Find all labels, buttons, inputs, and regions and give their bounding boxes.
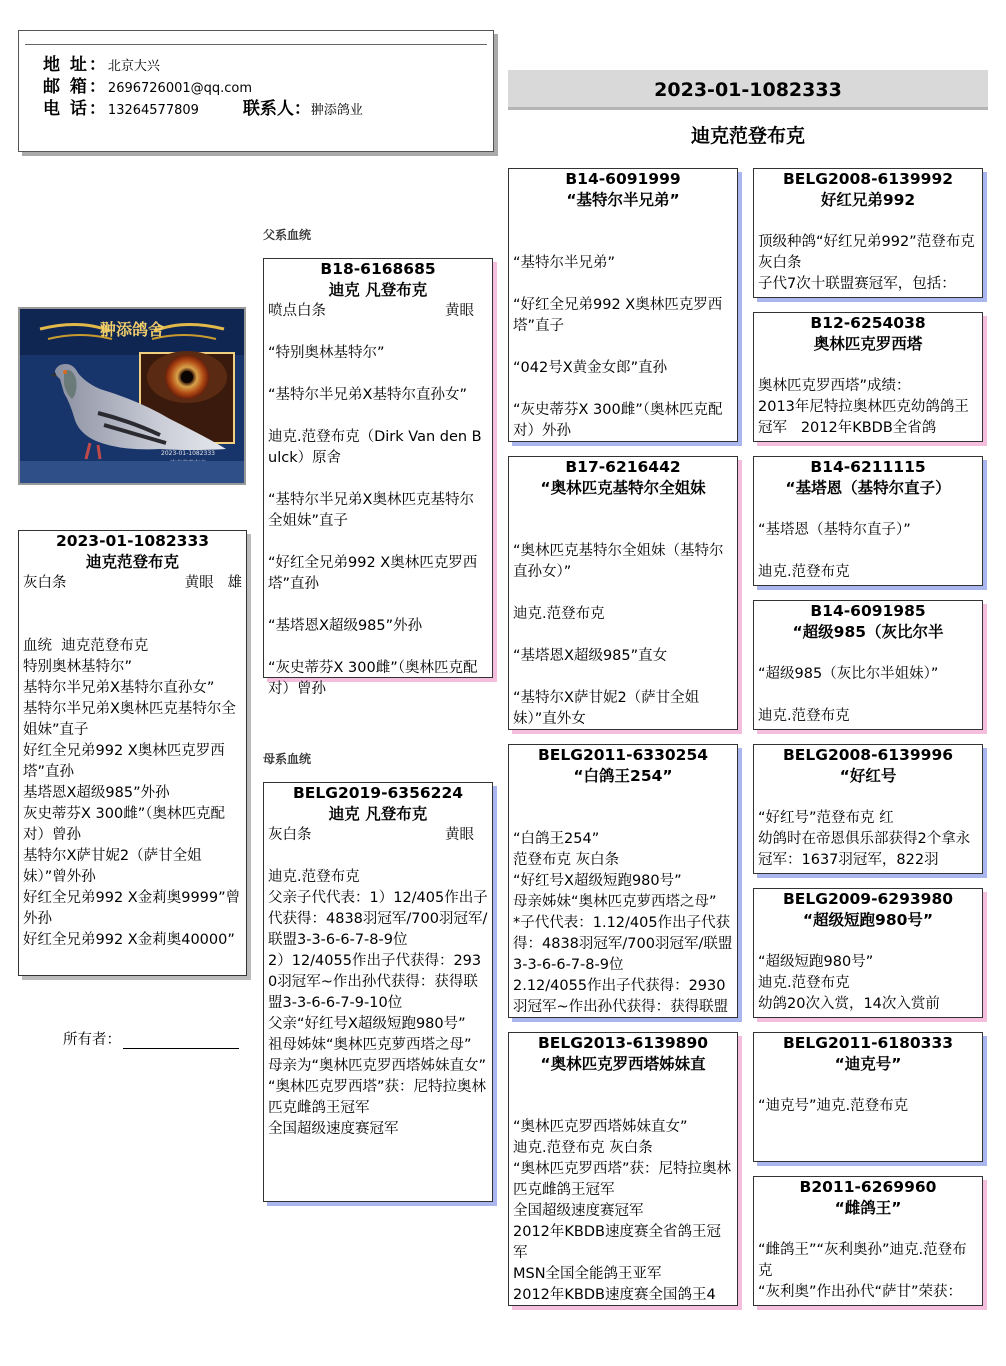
sire-dam-notes: “奥林匹克基特尔全姐妹（基特尔直孙女）” 迪克.范登布克 “基塔恩X超级985”直女 “基特尔X萨甘妮2（萨甘全姐妹）”直外女 [513,543,724,727]
sire-color: 喷点白条 [268,303,326,319]
subject-sex: 雄 [227,575,242,591]
sire-eye: 黄眼 [445,303,474,319]
address-label: 地 址： [43,55,108,75]
sire-dam-name: “奥林匹克基特尔全姐妹 [540,479,706,497]
sire-notes: “特别奥林基特尔” “基特尔半兄弟X基特尔直孙女” 迪克.范登布克（Dirk Van den Bulck）原舍 “基特尔半兄弟X奥林匹克基特尔全姐妹”直子 “好红全兄弟992 X奥林匹克罗西塔”直孙 “基塔恩X超级985”外孙 “灰史蒂芬X 300雌”（奥林匹克配对）曾孙 [268,345,482,697]
sss-notes: 顶级种鸽“好红兄弟992”范登布克 灰白条 子代7次十联盟赛冠军，包括： [758,234,975,292]
subject-eye: 黄眼 [184,575,214,591]
sire-dam-sire-box [753,456,983,586]
dds-notes: “迪克号”迪克.范登布克 [758,1098,909,1114]
sds-notes: “基塔恩（基特尔直子）” 迪克.范登布克 [758,522,911,580]
dam-dam-name: “奥林匹克罗西塔姊妹直 [540,1055,706,1073]
sire-dam-ring: B17-6216442 [565,458,681,476]
dam-dam-ring: BELG2013-6139890 [537,1034,709,1052]
sire-attributes [264,301,492,322]
contact-person-label: 联系人： [242,99,311,119]
dam-sire-dam-box [753,888,983,1018]
dam-dam-sire-box [753,1032,983,1162]
sss-name: 好红兄弟992 [820,191,916,209]
sdd-notes: “超级985（灰比尔半姐妹）” 迪克.范登布克 [758,666,939,724]
dds-name: “迪克号” [834,1055,902,1073]
dsd-notes: “超级短跑980号” 迪克.范登布克 幼鸽20次入赏，14次入赏前 [758,954,940,1012]
owner-signature-line [123,1033,239,1049]
dam-box [263,782,493,1202]
sire-sire-name: “基特尔半兄弟” [566,191,680,209]
dam-dam-notes: “奥林匹克罗西塔姊妹直女” 迪克.范登布克 灰白条 “奥林匹克罗西塔”获：尼特拉奥林匹克雌鸽王冠军 全国超级速度赛冠军 2012年KBDB速度赛全省鸽王冠军 MSN全国全能鸽王亚军 2012年KBDB速度赛全国鸽王4 [513,1119,732,1303]
sire-name: 迪克 凡登布克 [328,281,428,299]
ssd-ring: B12-6254038 [810,314,926,332]
phone-row [43,99,363,121]
dam-sire-ring: BELG2011-6330254 [537,746,709,764]
ddd-notes: “雌鸽王”“灰利奥孙”迪克.范登布克 “灰利奥”作出孙代“萨甘”荣获： [758,1242,967,1300]
dam-color: 灰白条 [268,827,312,843]
sire-sire-sire-box [753,168,983,298]
subject-name: 迪克范登布克 [85,553,179,571]
email-label: 邮 箱： [43,77,108,97]
sss-ring: BELG2008-6139992 [782,170,954,188]
subject-color: 灰白条 [23,575,67,591]
loft-text: 翀添鸽舍 [99,320,165,339]
sire-sire-dam-box [753,312,983,442]
contact-person-value: 翀添鸽业 [310,103,363,118]
dsd-ring: BELG2009-6293980 [782,890,954,908]
dam-name: 迪克 凡登布克 [328,805,428,823]
photo-ring-text: 2023-01-1082333 [161,450,215,457]
dam-dam-box [508,1032,738,1306]
owner-field [63,1028,239,1049]
pigeon-photo [18,307,246,485]
dam-dam-dam-box [753,1176,983,1306]
address-row [43,55,160,77]
subject-attributes [19,573,246,594]
phone-value: 13264577809 [107,103,199,118]
sire-sire-box [508,168,738,442]
sire-ring: B18-6168685 [320,260,436,278]
phone-label: 电 话： [43,99,108,119]
dds-ring: BELG2011-6180333 [782,1034,954,1052]
dam-section-label: 母系血统 [263,752,312,766]
dam-ring: BELG2019-6356224 [292,784,464,802]
dam-sire-box [508,744,738,1018]
contact-divider [25,44,487,45]
pigeon-photo-graphic [20,309,244,483]
sire-dam-box [508,456,738,730]
dss-name: “好红号 [839,767,897,785]
subject-notes: 血统 迪克范登布克 特别奥林基特尔” 基特尔半兄弟X基特尔直孙女” 基特尔半兄弟X奥林匹克基特尔全姐妹”直子 好红全兄弟992 X奥林匹克罗西塔”直孙 基塔恩X超级985”外孙 灰史蒂芬X 300雌”（奥林匹克配对）曾孙 基特尔X萨甘妮2（萨甘全姐妹）”曾外孙 好红全兄弟992 X金莉奥9999”曾外孙 好红全兄弟992 X金莉奥40000” [23,638,241,948]
email-row [43,77,252,99]
dam-eye: 黄眼 [445,827,474,843]
dam-sire-name: “白鸽王254” [573,767,673,785]
header-ring-number: 2023-01-1082333 [508,70,988,110]
dsd-name: “超级短跑980号” [802,911,934,929]
dam-attributes [264,825,492,846]
owner-label: 所有者： [63,1032,121,1048]
sire-sire-ring: B14-6091999 [565,170,681,188]
sire-section-label: 父系血统 [263,228,312,242]
email-value: 2696726001@qq.com [107,81,253,96]
ddd-ring: B2011-6269960 [799,1178,937,1196]
sdd-ring: B14-6091985 [810,602,926,620]
dam-sire-sire-box [753,744,983,874]
sire-sire-notes: “基特尔半兄弟” “好红全兄弟992 X奥林匹克罗西塔”直子 “042号X黄金女郎”直孙 “灰史蒂芬X 300雌”（奥林匹克配对）外孙 [513,255,723,439]
ddd-name: “雌鸽王” [834,1199,902,1217]
header-bird-name: 迪克范登布克 [690,125,805,147]
subject-ring: 2023-01-1082333 [55,532,210,550]
sds-name: “基塔恩（基特尔直子） [785,479,951,497]
dss-notes: “好红号”范登布克 红 幼鸽时在帝恩俱乐部获得2个拿永冠军：1637羽冠军，822羽 [758,810,971,868]
dam-sire-notes: “白鸽王254” 范登布克 灰白条 “好红号X超级短跑980号” 母亲姊妹“奥林匹克萝西塔之母” *子代代表：1.12/405作出子代获得：4838羽冠军/700羽冠军/联盟3-3-6-6-7-8-9位 2.12/4055作出子代获得：2930羽冠军~作出孙代获得：获得联盟 [513,831,733,1015]
address-value: 北京大兴 [107,59,160,74]
sdd-name: “超级985（灰比尔半 [792,623,944,641]
dam-notes: 迪克.范登布克 父亲子代代表：1）12/405作出子代获得：4838羽冠军/700羽冠军/联盟3-3-6-6-7-8-9位 2）12/4055作出子代获得：2930羽冠军~作出孙代获得：获得联盟3-3-6-6-7-9-10位 父亲“好红号X超级短跑980号” 祖母姊妹“奥林匹克萝西塔之母” 母亲为“奥林匹克罗西塔姊妹直女” “奥林匹克罗西塔”获：尼特拉奥林匹克雌鸽王冠军 全国超级速度赛冠军 [268,869,488,1137]
sds-ring: B14-6211115 [810,458,926,476]
ssd-name: 奥林匹克罗西塔 [813,335,923,353]
contact-card [18,30,494,152]
sire-dam-dam-box [753,600,983,730]
subject-pedigree-box [18,530,247,976]
sire-box [263,258,493,697]
dss-ring: BELG2008-6139996 [782,746,954,764]
ssd-notes: 奥林匹克罗西塔”成绩： 2013年尼特拉奥林匹克幼鸽鸽王冠军 2012年KBDB全省鸽 [758,378,969,436]
